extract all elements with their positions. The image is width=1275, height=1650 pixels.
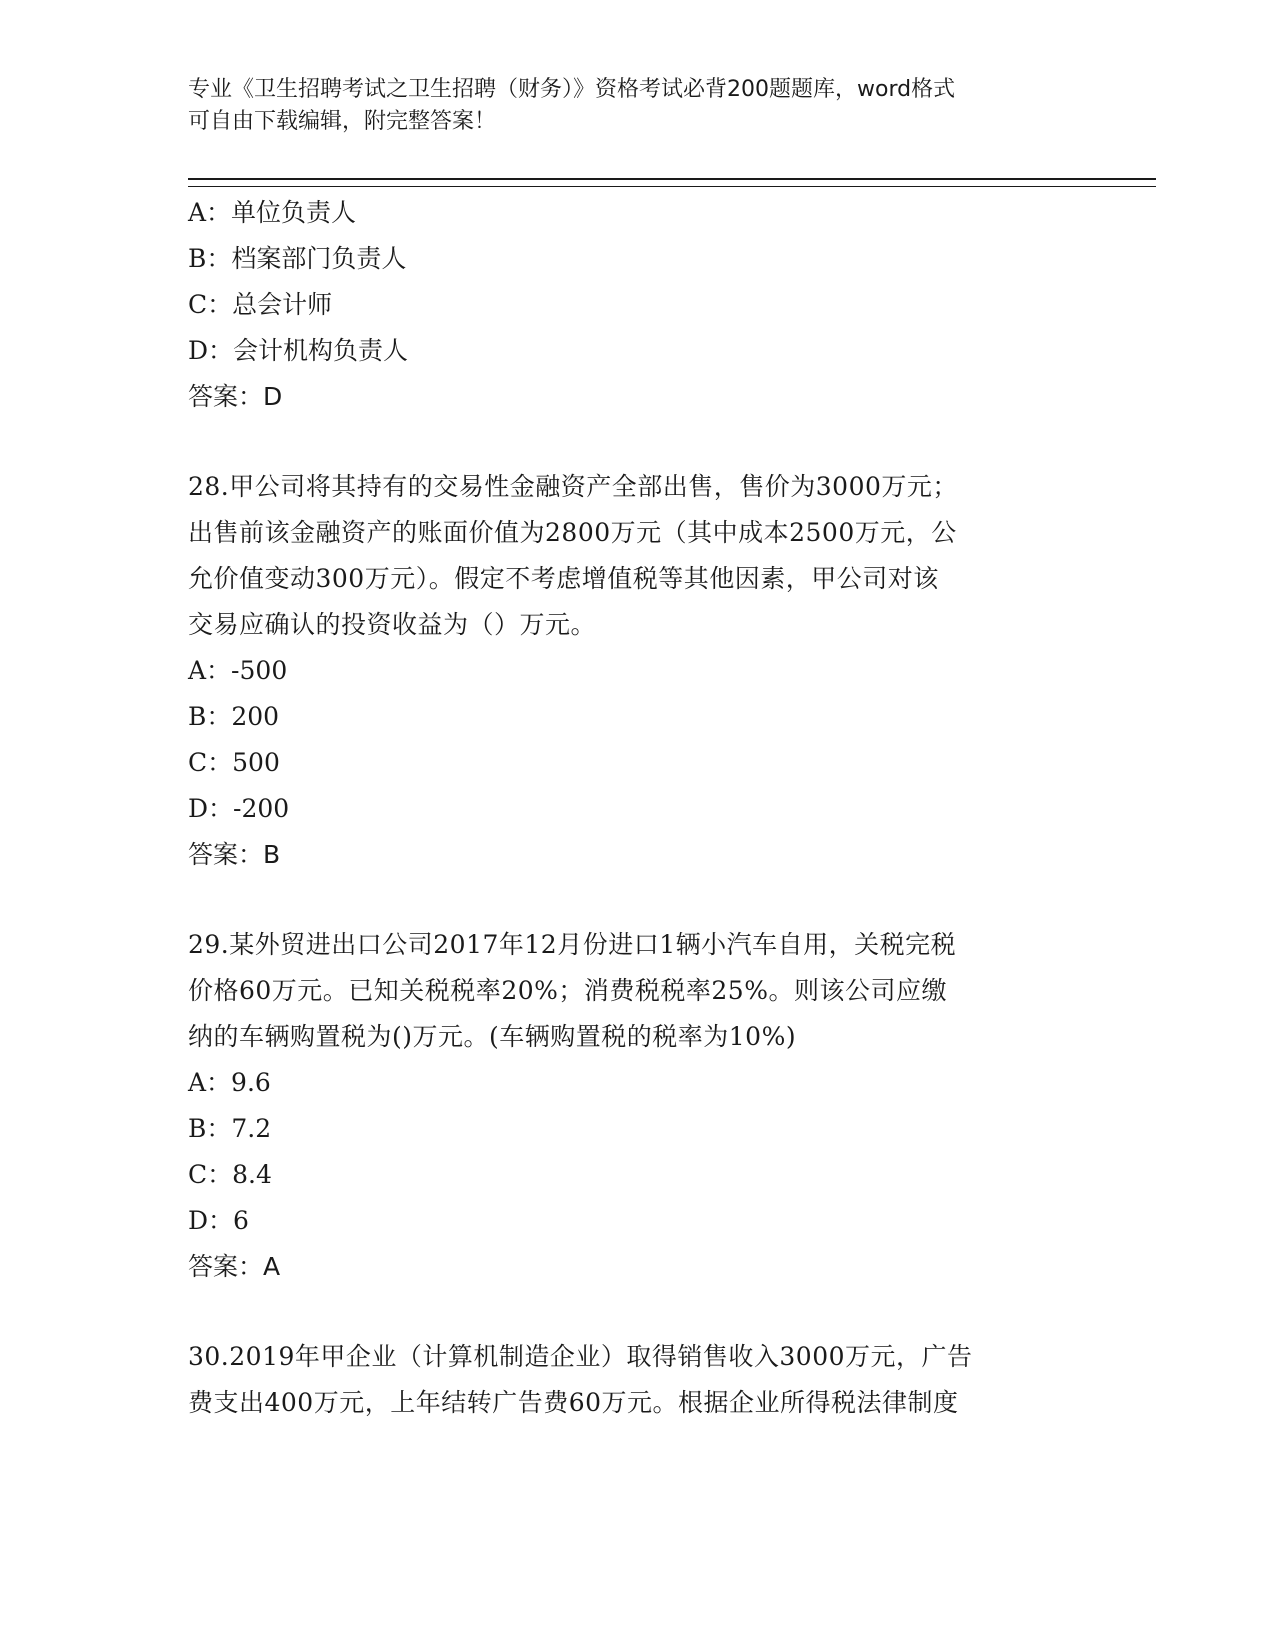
question-text-line: 28.甲公司将其持有的交易性金融资产全部出售，售价为3000万元； — [188, 472, 958, 501]
option-d: D：6 — [188, 1206, 249, 1235]
question-text-line: 费支出400万元，上年结转广告费60万元。根据企业所得税法律制度 — [188, 1388, 959, 1417]
header-line-2: 可自由下载编辑，附完整答案！ — [188, 109, 497, 134]
question-30 — [188, 1334, 1088, 1426]
option-c: C：500 — [188, 748, 280, 777]
question-29 — [188, 922, 1088, 1290]
question-27 — [188, 190, 1088, 420]
question-text-line: 纳的车辆购置税为()万元。(车辆购置税的税率为10%) — [188, 1022, 797, 1051]
question-text-line: 允价值变动300万元）。假定不考虑增值税等其他因素，甲公司对该 — [188, 564, 939, 593]
option-b: B：200 — [188, 702, 280, 731]
question-text-line: 29.某外贸进出口公司2017年12月份进口1辆小汽车自用，关税完税 — [188, 930, 957, 959]
spacer — [188, 420, 1088, 464]
spacer — [188, 1290, 1088, 1334]
question-content — [188, 190, 1088, 1426]
question-text-line: 价格60万元。已知关税税率20%；消费税税率25%。则该公司应缴 — [188, 976, 947, 1005]
question-text-line: 30.2019年甲企业（计算机制造企业）取得销售收入3000万元，广告 — [188, 1342, 973, 1371]
option-a: A：-500 — [188, 656, 288, 685]
header-divider — [188, 178, 1156, 187]
spacer — [188, 878, 1088, 922]
question-28 — [188, 464, 1088, 878]
option-a: A：单位负责人 — [188, 198, 357, 227]
header-line-1: 专业《卫生招聘考试之卫生招聘（财务）》资格考试必背200题题库，word格式 — [188, 77, 956, 102]
document-header — [188, 74, 1068, 138]
option-b: B：7.2 — [188, 1114, 272, 1143]
answer-label: 答案：B — [188, 840, 281, 869]
answer-label: 答案：D — [188, 382, 283, 411]
option-b: B：档案部门负责人 — [188, 244, 407, 273]
option-c: C：8.4 — [188, 1160, 272, 1189]
option-d: D：会计机构负责人 — [188, 336, 409, 365]
question-text-line: 交易应确认的投资收益为（）万元。 — [188, 610, 597, 639]
option-c: C：总会计师 — [188, 290, 333, 319]
question-text-line: 出售前该金融资产的账面价值为2800万元（其中成本2500万元，公 — [188, 518, 957, 547]
option-d: D：-200 — [188, 794, 290, 823]
option-a: A：9.6 — [188, 1068, 271, 1097]
answer-label: 答案：A — [188, 1252, 281, 1281]
